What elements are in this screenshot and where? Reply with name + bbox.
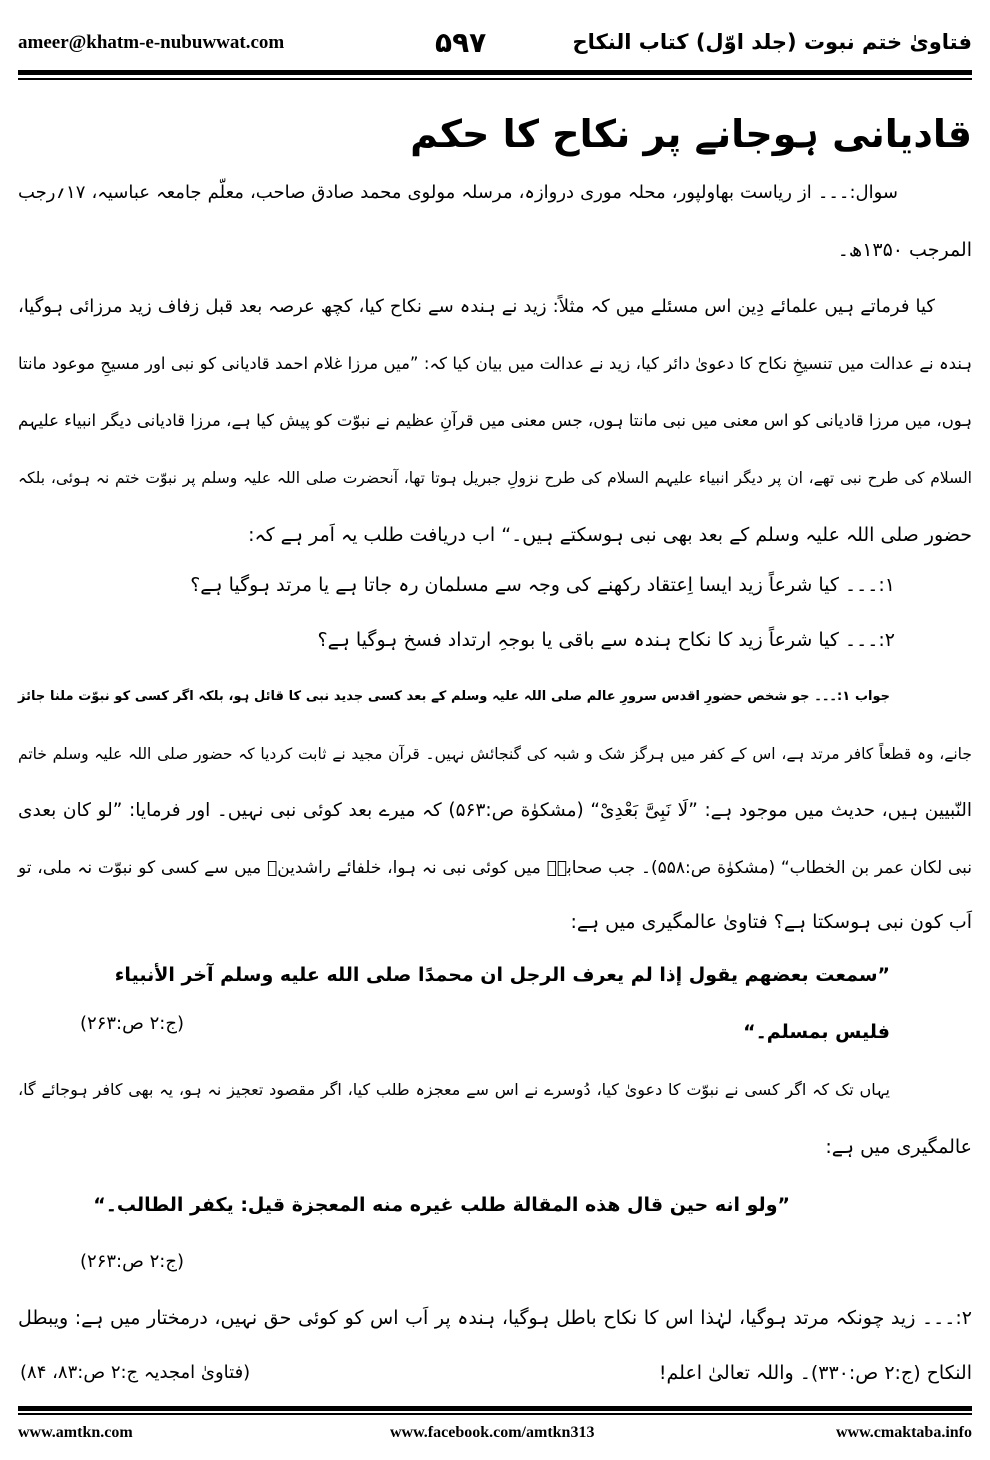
footer-rule-thick [18, 1406, 972, 1411]
question-body-line: حضور صلی اللہ علیہ وسلم کے بعد بھی نبی ہوسکتے ہیں۔“ اب دریافت طلب یہ اَمر ہے کہ: [248, 524, 972, 546]
answer-body-line: النّبیین ہیں، حدیث میں موجود ہے: ”لَا نَبِیَّ بَعْدِیْ“ (مشکوٰة ص:۵۶۳) کہ میرے بعد کوئی نبی نہیں۔ اور فرمایا: ”لو کان بعدی [18, 800, 972, 821]
answer-body-line: نبی لکان عمر بن الخطاب“ (مشکوٰة ص:۵۵۸)۔ جب صحابہؓ میں کوئی نبی نہ ہوا، خلفائے راشدینؓ میں سے کسی کو نبوّت نہ ملی، تو [18, 858, 972, 878]
header-email: ameer@khatm-e-nubuwwat.com [18, 32, 285, 53]
arabic-quote-line: فلیس بمسلم۔“ [743, 1021, 890, 1043]
question-body-line: ہوں، میں مرزا قادیانی کو اس معنی میں نبی مانتا ہوں، جس معنی میں قرآنِ عظیم نے نبوّت کو پیش کیا ہے، مرزا قادیانی دیگر انبیاء علیہم [18, 411, 972, 430]
book-title: فتاویٰ ختم نبوت (جلد اوّل) کتاب النکاح [572, 30, 972, 54]
header-rule-thick [18, 70, 972, 75]
arabic-quote-line: ”سمعت بعضهم یقول إذا لم یعرف الرجل ان محمدًا صلی الله علیه وسلم آخر الأنبیاء [114, 964, 890, 986]
question-line: سوال:۔۔۔ از ریاست بھاولپور، محلہ موری دروازہ، مرسلہ مولوی محمد صادق صاحب، معلّم جامعہ عباسیہ، ۱۷؍رجب [18, 182, 898, 203]
arabic-quote-line: ”ولو انه حین قال هذه المقالة طلب غیره منه المعجزة قیل: یکفر الطالب۔“ [93, 1194, 790, 1216]
answer-line: جواب ۱:۔۔۔ جو شخص حضورِ اقدس سرورِ عالم صلی اللہ علیہ وسلم کے بعد کسی جدید نبی کا قائل ہو، بلکہ اگر کسی کو نبوّت ملنا جائز [18, 689, 890, 704]
citation-amjadia: (فتاویٰ امجدیہ ج:۲ ص:۸۳، ۸۴) [20, 1362, 251, 1383]
answer-body-line: جانے، وہ قطعاً کافر مرتد ہے، اس کے کفر میں ہرگز شک و شبہ کی گنجائش نہیں۔ قرآن مجید نے ثابت کردیا کہ حضور صلی اللہ علیہ وسلم خاتم [18, 745, 972, 763]
answer-body-line: عالمگیری میں ہے: [825, 1136, 972, 1158]
question-date-line: المرجب ۱۳۵۰ھ۔ [837, 239, 972, 261]
answer-body-line: اَب کون نبی ہوسکتا ہے؟ فتاویٰ عالمگیری میں ہے: [570, 911, 972, 933]
footer-link-facebook[interactable]: www.facebook.com/amtkn313 [390, 1424, 595, 1441]
footer-link-amtkn[interactable]: www.amtkn.com [18, 1424, 133, 1441]
question-body-line: کیا فرماتے ہیں علمائے دِین اس مسئلے میں کہ مثلاً: زید نے ہندہ سے نکاح کیا، کچھ عرصہ بعد قبل زفاف زید مرزائی ہوگیا، [18, 296, 935, 317]
footer-link-cmaktaba[interactable]: www.cmaktaba.info [835, 1424, 972, 1441]
question-item-1: ۱:۔۔۔ کیا شرعاً زید ایسا اِعتقاد رکھنے کی وجہ سے مسلمان رہ جاتا ہے یا مرتد ہوگیا ہے؟ [190, 574, 895, 596]
citation-alamgiri: (ج:۲ ص:۲۶۳) [80, 1013, 184, 1034]
question-body-line: ہندہ نے عدالت میں تنسیخِ نکاح کا دعویٰ دائر کیا، زید نے عدالت میں بیان کیا کہ: ”میں مرزا غلام احمد قادیانی کو نبی اور مسیحِ موعود مانتا [18, 354, 972, 373]
header-rule-thin [18, 78, 972, 80]
footer-rule-thin [18, 1413, 972, 1415]
page-number: ۵۹۷ [435, 26, 487, 59]
question-item-2: ۲:۔۔۔ کیا شرعاً زید کا نکاح ہندہ سے باقی یا بوجہِ ارتداد فسخ ہوگیا ہے؟ [317, 629, 895, 651]
citation-alamgiri: (ج:۲ ص:۲۶۳) [80, 1251, 184, 1272]
fatwa-title: قادیانی ہوجانے پر نکاح کا حکم [410, 112, 972, 156]
answer-body-line: یہاں تک کہ اگر کسی نے نبوّت کا دعویٰ کیا، دُوسرے نے اس سے معجزہ طلب کیا، اگر مقصود تعجیز نہ ہو، یہ بھی کافر ہوجائے گا، [18, 1080, 891, 1099]
question-body-line: السلام کی طرح نبی تھے، ان پر دیگر انبیاء علیہم السلام کی طرح نزولِ جبریل ہوتا تھا، آنحضرت صلی اللہ علیہ وسلم پر نبوّت ختم نہ ہوئی، بلکہ [18, 469, 972, 487]
answer-2-line: ۲:۔۔۔ زید چونکہ مرتد ہوگیا، لہٰذا اس کا نکاح باطل ہوگیا، ہندہ پر اَب اس کو کوئی حق نہیں، درمختار میں ہے: ویبطل [18, 1307, 972, 1329]
answer-closing-line: النکاح (ج:۲ ص:۳۳۰)۔ واللہ تعالیٰ اعلم! [658, 1362, 972, 1384]
